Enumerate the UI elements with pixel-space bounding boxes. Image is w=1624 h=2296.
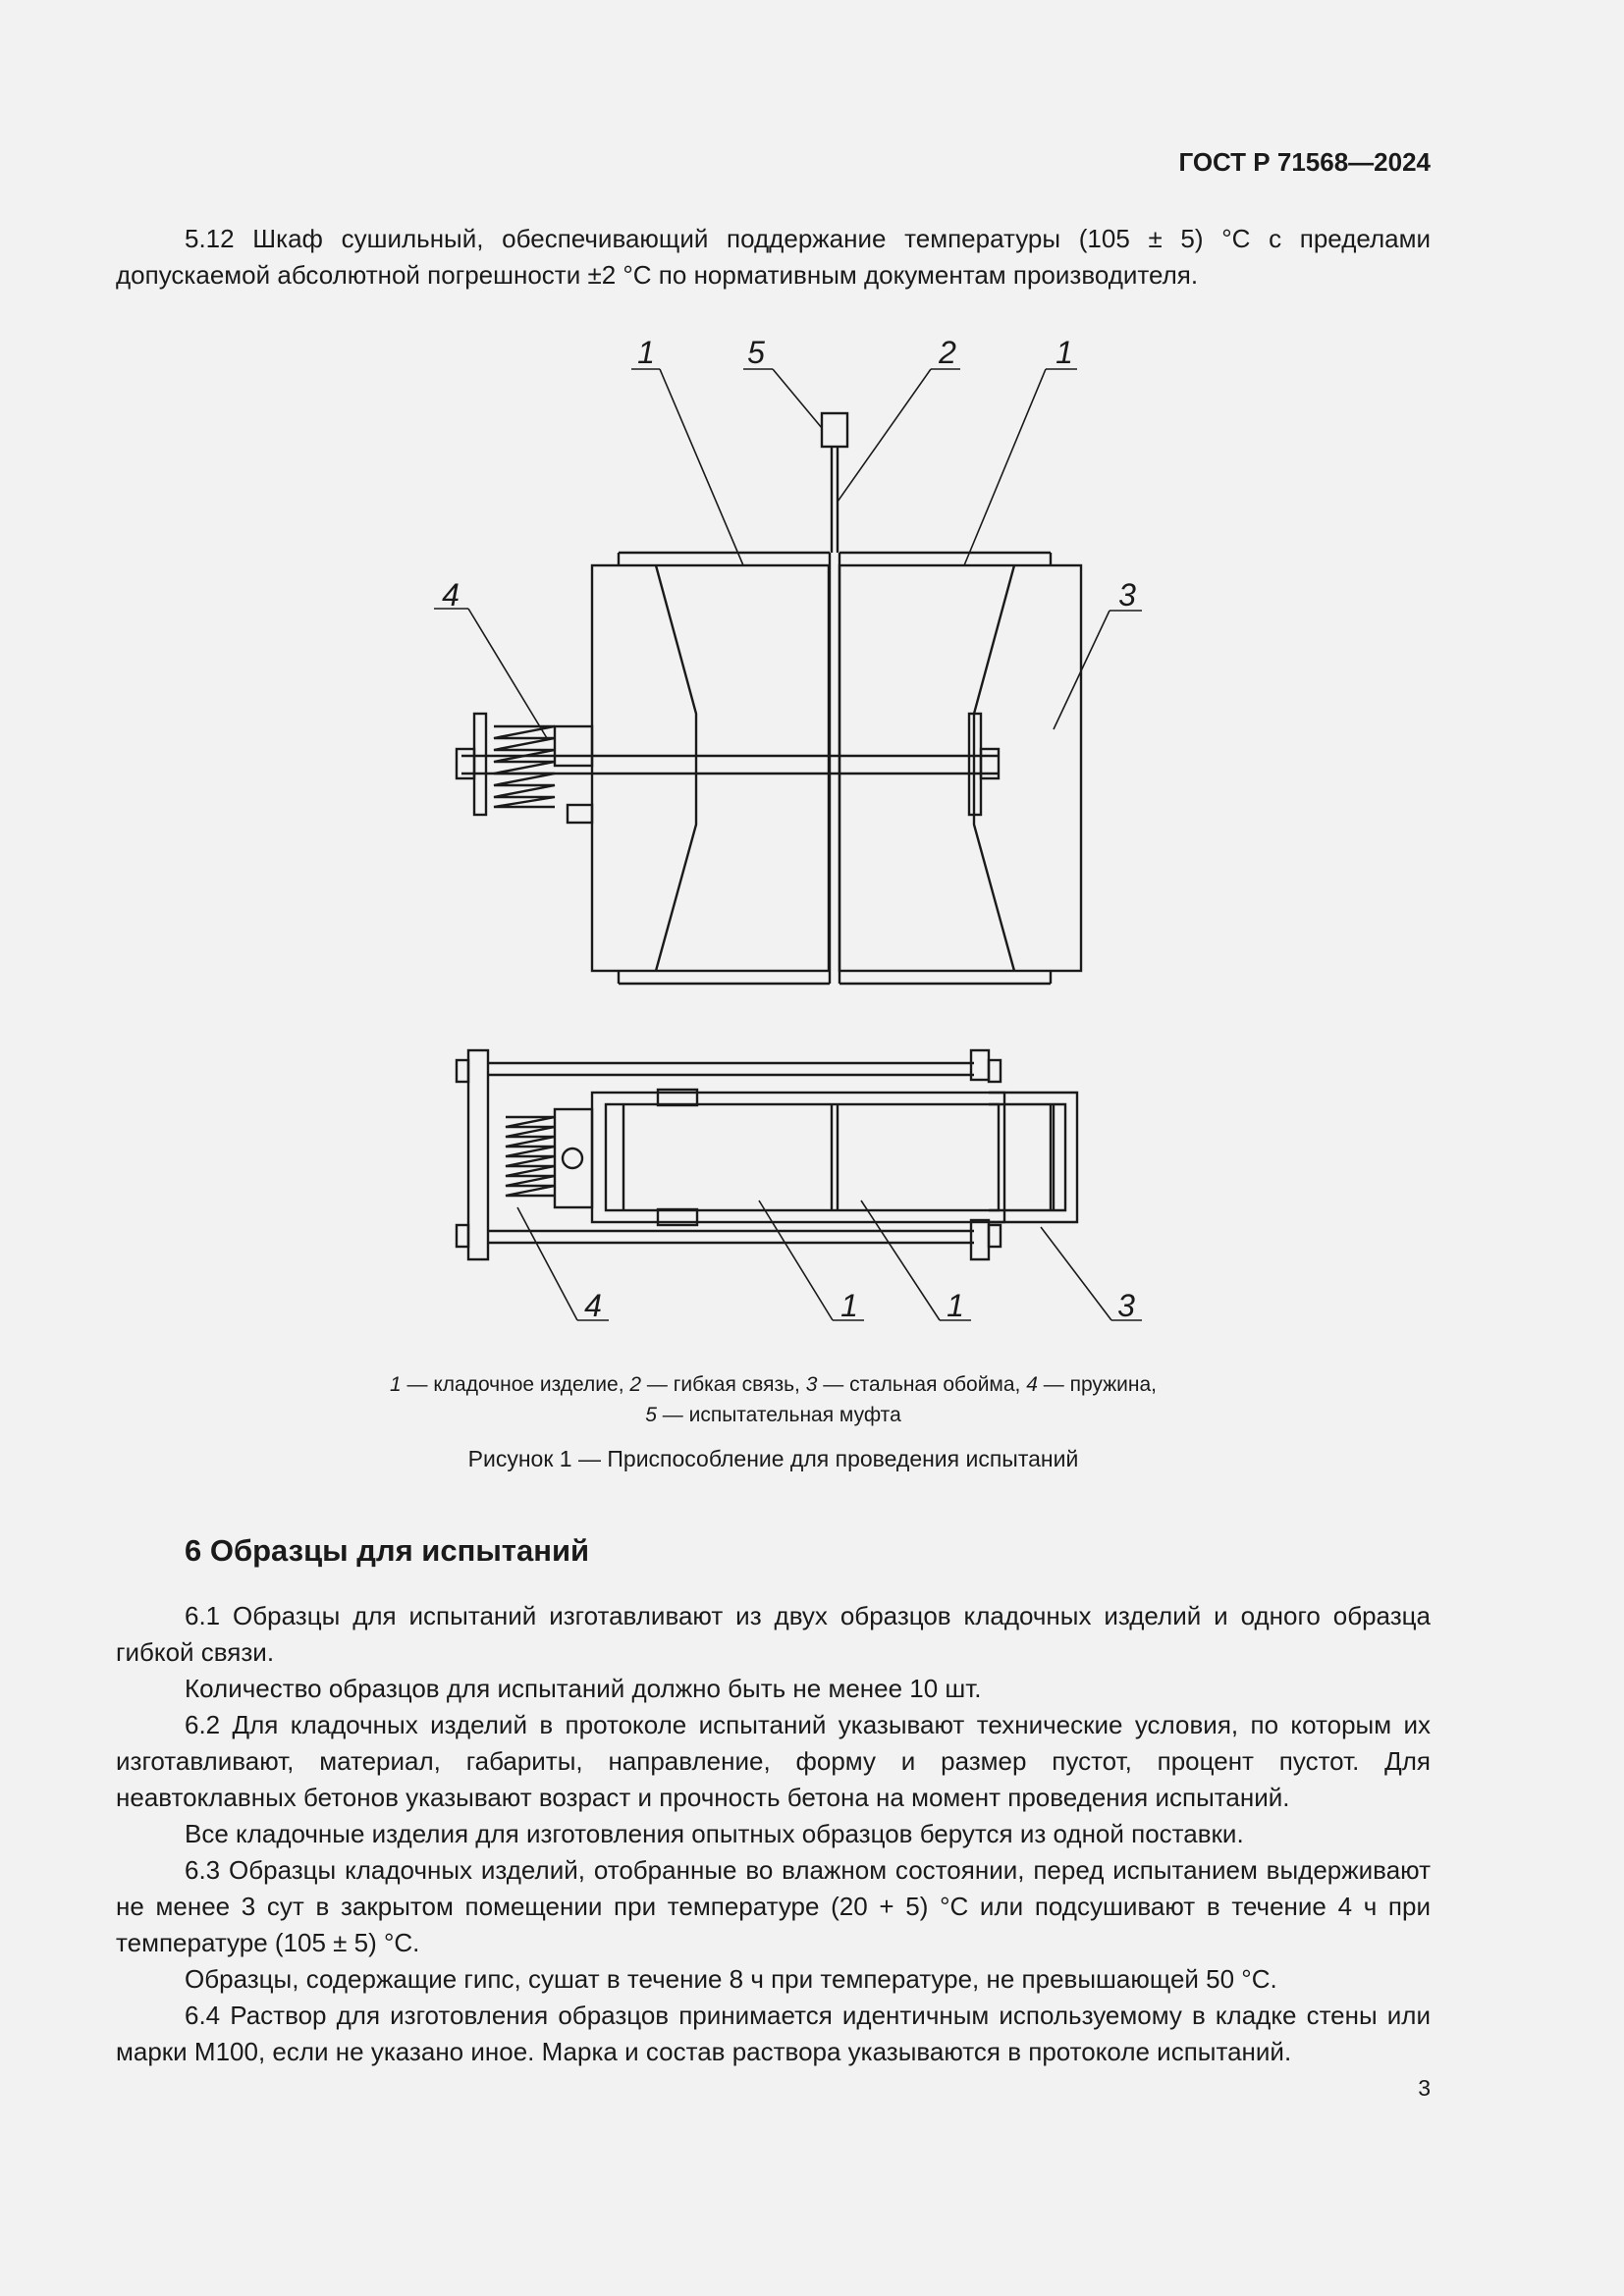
paragraph-6-1: 6.1 Образцы для испытаний изготавливают из двух образцов кладочных изделий и одного образца гибкой связи. [116, 1601, 1431, 1667]
figure-legend-line-1 [116, 1369, 1431, 1400]
legend-text-1: — кладочное изделие, [401, 1373, 630, 1396]
legend-text-2: — гибкая связь, [641, 1373, 806, 1396]
section-6-body [116, 1598, 1431, 2070]
plan-frame [457, 1050, 1001, 1259]
figure-1-drawing [393, 324, 1188, 1335]
test-coupling [822, 413, 847, 447]
legend-text-3: — стальная обойма, [817, 1373, 1027, 1396]
legend-num-3: 3 [805, 1373, 818, 1396]
clause-5-12-block [116, 221, 1431, 294]
paragraph-6-3: 6.3 Образцы кладочных изделий, отобранные во влажном состоянии, перед испытанием выдерживают не менее 3 сут в закрытом помещении при температуре (20 + 5) °С или подсушивают в течение 4 ч при температуре (105 ± 5) °С. [116, 1855, 1431, 1957]
callout-4-bottom: 4 [584, 1288, 602, 1323]
figure-legend [116, 1369, 1431, 1430]
legend-num-4: 4 [1026, 1373, 1038, 1396]
paragraph-6-2-supply: Все кладочные изделия для изготовления опытных образцов берутся из одной поставки. [185, 1819, 1244, 1848]
legend-num-5: 5 [645, 1404, 657, 1426]
figure-title: Рисунок 1 — Приспособление для проведения испытаний [467, 1446, 1079, 1471]
paragraph-6-1-count: Количество образцов для испытаний должно быть не менее 10 шт. [185, 1674, 982, 1703]
callout-3-top: 3 [1118, 577, 1136, 613]
legend-num-1: 1 [389, 1373, 402, 1396]
plan-masonry-units [592, 1090, 1054, 1225]
flexible-tie [822, 413, 847, 984]
masonry-unit-left [592, 553, 830, 984]
plan-steel-clip [989, 1093, 1077, 1222]
callout-1-right: 1 [1056, 335, 1073, 370]
legend-num-2: 2 [629, 1373, 642, 1396]
callout-4-top: 4 [442, 577, 460, 613]
callout-5: 5 [747, 335, 765, 370]
section-heading: 6 Образцы для испытаний [185, 1533, 590, 1568]
legend-text-5: — испытательная муфта [656, 1404, 901, 1426]
leader-lines [434, 369, 1142, 1320]
figure-legend-line-2 [116, 1400, 1431, 1430]
callout-2: 2 [939, 335, 956, 370]
callout-1-bottom-a: 1 [840, 1288, 858, 1323]
callout-1-left: 1 [637, 335, 655, 370]
plan-spring [506, 1109, 592, 1207]
spring-front [494, 726, 555, 807]
masonry-unit-right [839, 553, 1081, 984]
callout-3-bottom: 3 [1117, 1288, 1135, 1323]
document-header: ГОСТ Р 71568—2024 [1178, 147, 1431, 177]
legend-text-4: — пружина, [1037, 1373, 1158, 1396]
clause-5-12: 5.12 Шкаф сушильный, обеспечивающий поддержание температуры (105 ± 5) °С с пределами допускаемой абсолютной погрешности ±2 °С по нормативным документам производителя. [116, 224, 1431, 290]
paragraph-6-4: 6.4 Раствор для изготовления образцов принимается идентичным используемому в кладке стены или марки М100, если не указано иное. Марка и состав раствора указываются в протоколе испытаний. [116, 2001, 1431, 2066]
paragraph-6-2: 6.2 Для кладочных изделий в протоколе испытаний указывают технические условия, по которым их изготавливают, материал, габариты, направление, форму и размер пустот, процент пустот. Для неавтоклавных бетонов указывают возраст и прочность бетона на момент проведения испытаний. [116, 1710, 1431, 1812]
page-number: 3 [1418, 2075, 1431, 2101]
paragraph-6-3-gypsum: Образцы, содержащие гипс, сушат в течение 8 ч при температуре, не превышающей 50 °С. [185, 1964, 1277, 1994]
callout-1-bottom-b: 1 [947, 1288, 964, 1323]
